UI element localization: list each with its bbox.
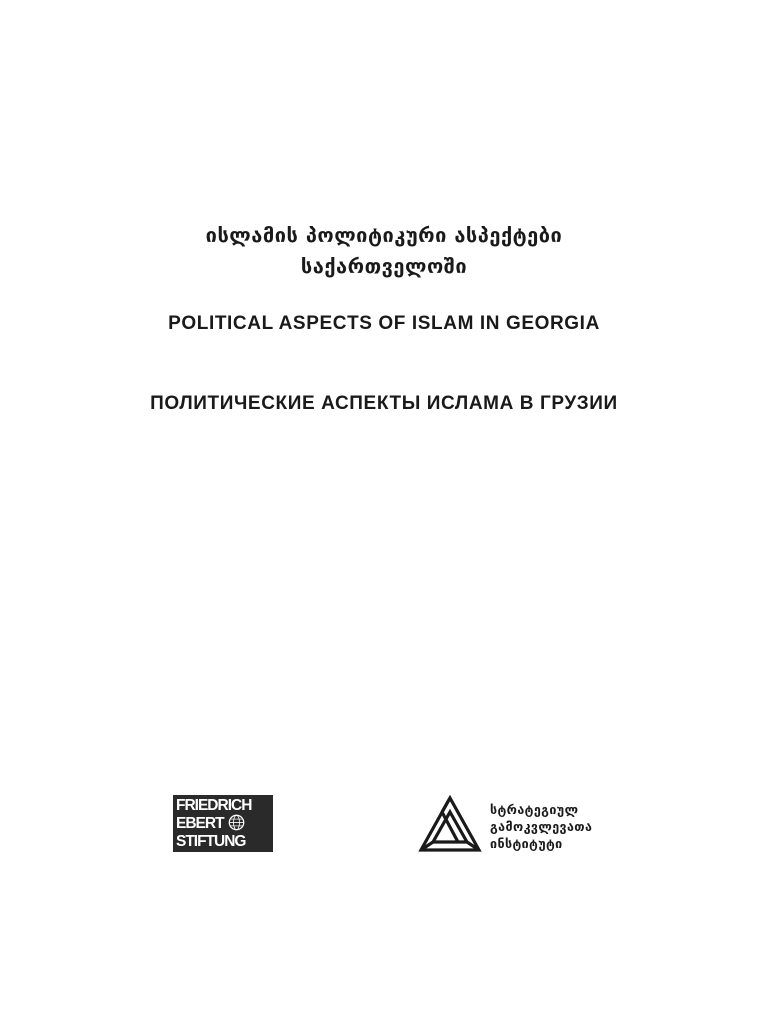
english-title: POLITICAL ASPECTS OF ISLAM IN GEORGIA (168, 313, 600, 334)
globe-icon (228, 814, 245, 831)
fes-logo-line-3: STIFTUNG (176, 833, 246, 850)
fes-logo-line-1: FRIEDRICH (176, 797, 252, 814)
fes-logo-line-2: EBERT (176, 815, 224, 832)
georgian-title-line-1: ისლამის პოლიტიკური ასპექტები (205, 223, 563, 247)
gfsis-name-line-3: ინსტიტუტი (490, 836, 563, 851)
fes-logo (173, 795, 273, 852)
gfsis-logo (418, 795, 618, 855)
gfsis-name-line-2: გამოკვლევათა (490, 819, 593, 834)
gfsis-name (490, 801, 592, 852)
impossible-triangle-icon (418, 795, 482, 855)
gfsis-name-line-1: სტრატეგიულ (490, 802, 579, 817)
georgian-title-line-2: საქართველოში (300, 254, 468, 278)
russian-title: ПОЛИТИЧЕСКИЕ АСПЕКТЫ ИСЛАМА В ГРУЗИИ (150, 393, 618, 414)
georgian-title (0, 220, 768, 282)
